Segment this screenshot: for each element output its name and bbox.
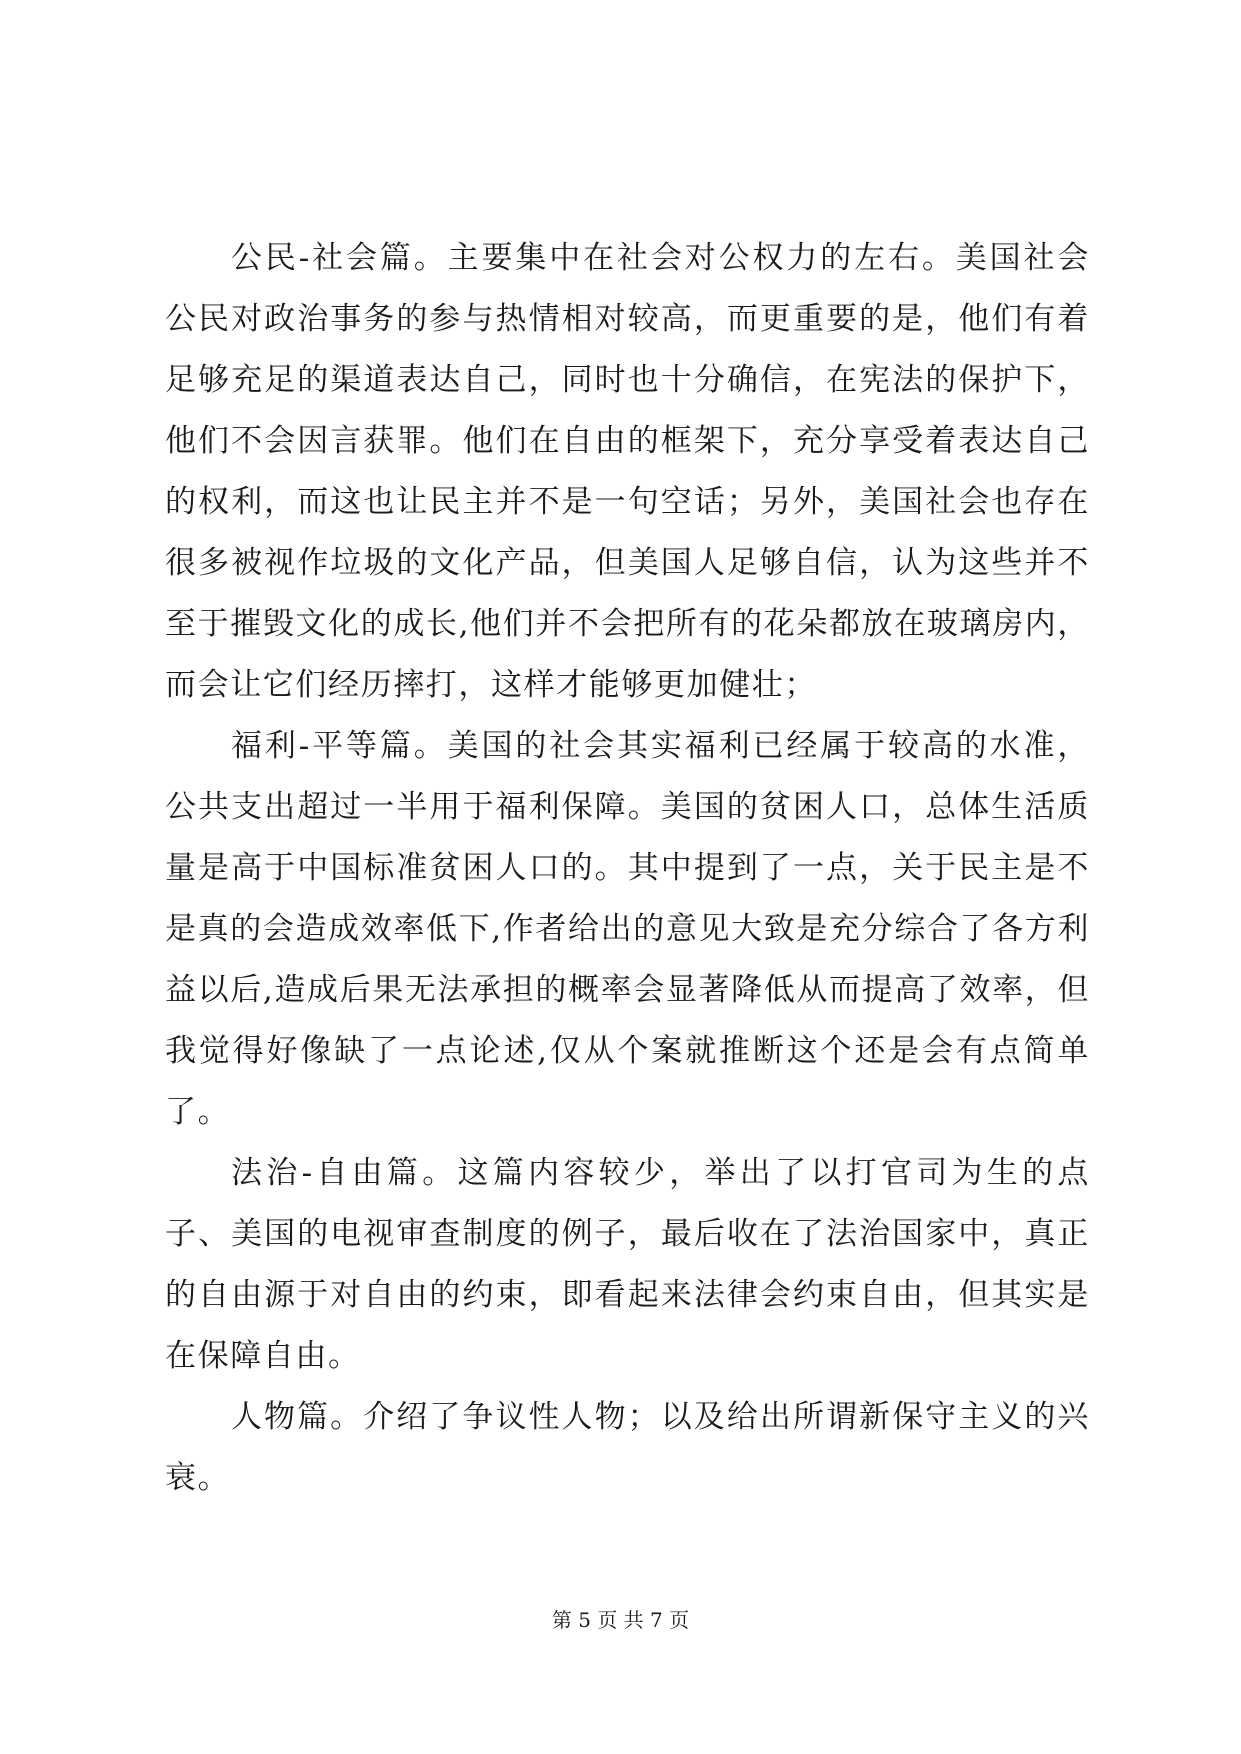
paragraph-citizen-society: 公民-社会篇。主要集中在社会对公权力的左右。美国社会公民对政治事务的参与热情相对较高，而更重要的是，他们有着足够充足的渠道表达自己，同时也十分确信，在宪法的保护下，他们不会因言获罪。他们在自由的框架下，充分享受着表达自己的权利，而这也让民主并不是一句空话；另外，美国社会也存在很多被视作垃圾的文化产品，但美国人足够自信，认为这些并不至于摧毁文化的成长,他们并不会把所有的花朵都放在玻璃房内，而会让它们经历摔打，这样才能够更加健壮；	[165, 240, 1090, 703]
page-number-footer: 第 5 页 共 7 页	[551, 1608, 690, 1632]
paragraph-rule-of-law-freedom: 法治-自由篇。这篇内容较少，举出了以打官司为生的点子、美国的电视审查制度的例子，最后收在了法治国家中，真正的自由源于对自由的约束，即看起来法律会约束自由，但其实是在保障自由。	[165, 1155, 1090, 1374]
document-body	[165, 228, 1090, 1509]
paragraph-figures: 人物篇。介绍了争议性人物；以及给出所谓新保守主义的兴衰。	[165, 1399, 1090, 1496]
paragraph-welfare-equality: 福利-平等篇。美国的社会其实福利已经属于较高的水准，公共支出超过一半用于福利保障。美国的贫困人口，总体生活质量是高于中国标准贫困人口的。其中提到了一点，关于民主是不是真的会造成效率低下,作者给出的意见大致是充分综合了各方利益以后,造成后果无法承担的概率会显著降低从而提高了效率，但我觉得好像缺了一点论述,仅从个案就推断这个还是会有点简单了。	[165, 728, 1090, 1130]
